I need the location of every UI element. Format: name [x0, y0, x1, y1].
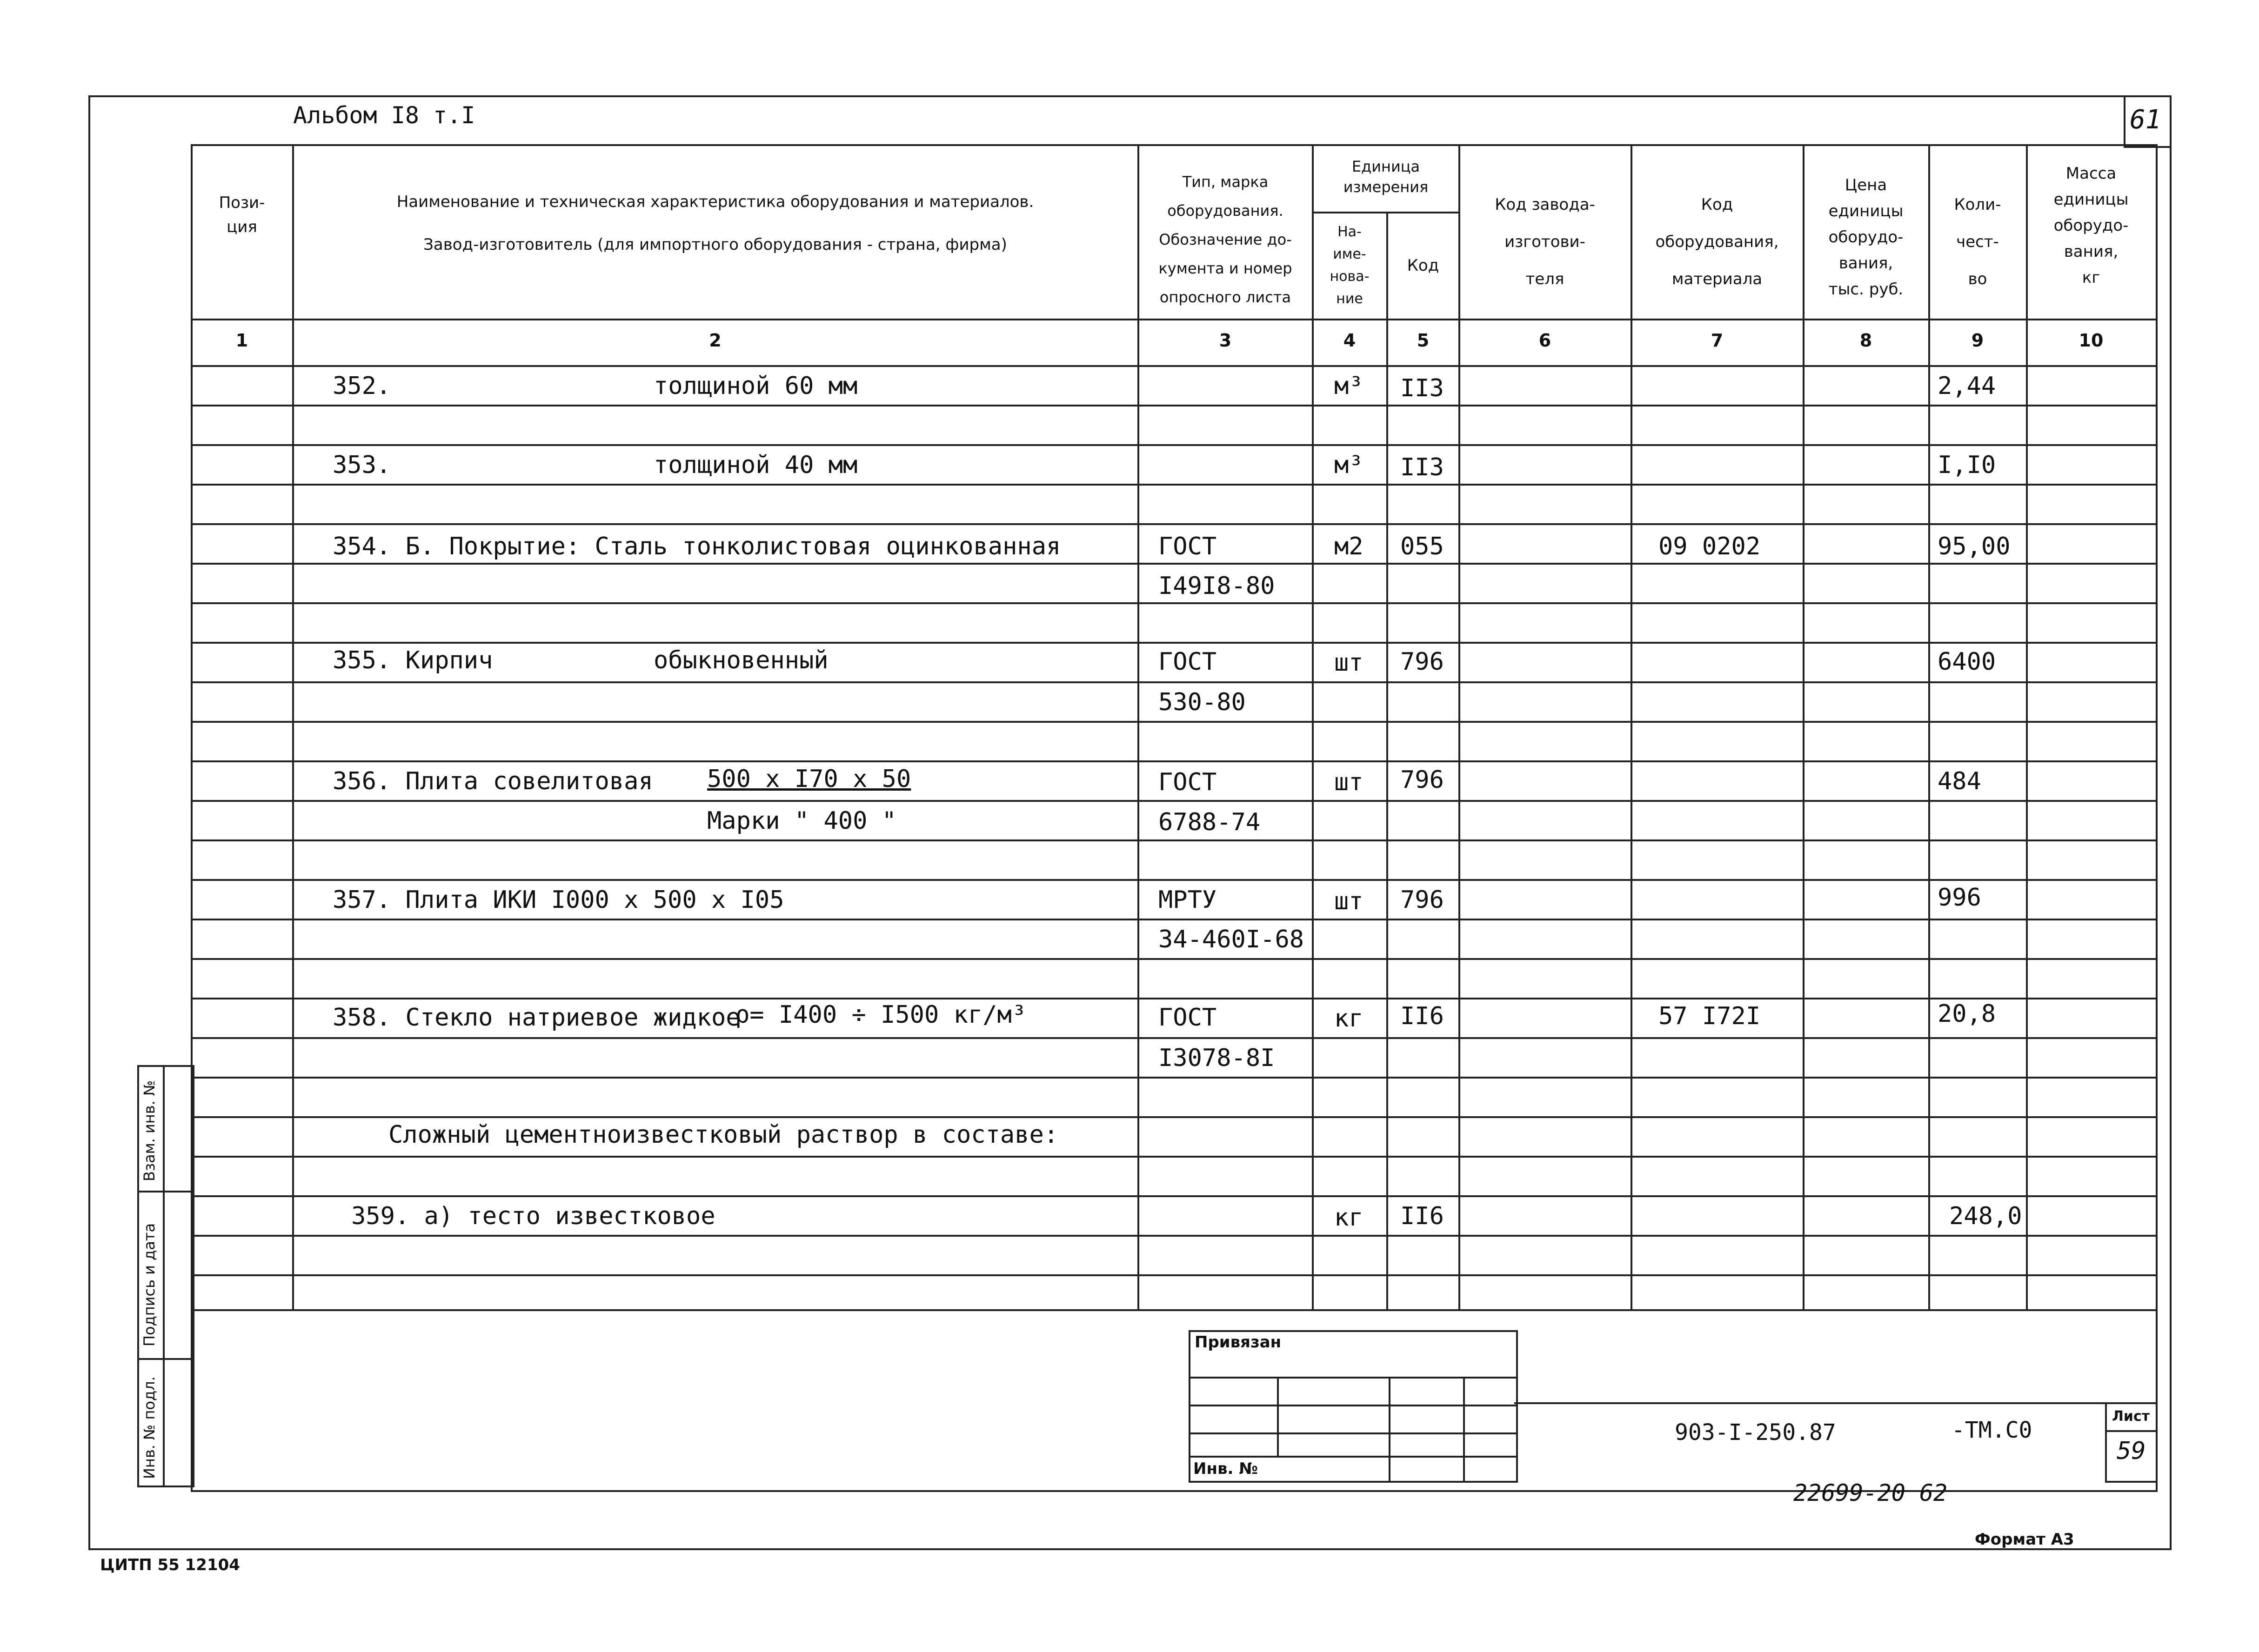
- sheet-label: Лист: [2112, 1408, 2150, 1425]
- row-352-desc: толщиной 60 мм: [654, 372, 858, 400]
- format-label: Формат А3: [1975, 1530, 2074, 1549]
- row-358-type-2: I3078-8I: [1158, 1044, 1275, 1072]
- side-label-podpis: Подпись и дата: [140, 1223, 158, 1346]
- row-358-type-1: ГОСТ: [1158, 1004, 1217, 1032]
- col-number-line: [191, 365, 2156, 367]
- header-unit-code: Код: [1407, 256, 1439, 275]
- row-355-qty: 6400: [1938, 648, 1996, 676]
- row-line: [191, 444, 2156, 446]
- col-num-6: 6: [1538, 330, 1551, 351]
- col-num-5: 5: [1417, 330, 1430, 351]
- side-label-vzam: Взам. инв. №: [140, 1080, 158, 1181]
- row-line: [191, 919, 2156, 920]
- row-358-desc: 358. Стекло натриевое жидкое: [333, 1004, 741, 1032]
- row-357-qty: 996: [1938, 884, 1981, 912]
- header-unit: Единица измерения: [1343, 158, 1429, 196]
- row-353-qty: I,I0: [1938, 451, 1996, 479]
- row-357-unit: шт: [1334, 887, 1363, 915]
- row-356-desc: 356. Плита совелитовая: [333, 767, 653, 795]
- row-line: [191, 523, 2156, 525]
- row-354-qty: 95,00: [1938, 533, 2011, 560]
- row-356-size: 500 х I70 х 50: [707, 765, 911, 793]
- row-356-type-1: ГОСТ: [1158, 768, 1217, 796]
- row-352-unit: м³: [1334, 372, 1363, 400]
- header-mass: Масса единицы оборудо- вания, кг: [2053, 164, 2129, 287]
- col-num-1: 1: [235, 330, 248, 351]
- row-358-code: II6: [1400, 1002, 1444, 1030]
- stamp-col: [1389, 1377, 1390, 1481]
- title-block-line: [1514, 1402, 2154, 1404]
- row-352-pos: 352.: [333, 372, 391, 400]
- header-bottom-line: [191, 319, 2156, 320]
- section-title: Сложный цементноизвестковый раствор в составе:: [388, 1121, 1059, 1149]
- album-label: Альбом I8 т.I: [293, 102, 475, 129]
- col-num-4: 4: [1343, 330, 1356, 351]
- privyazan-label: Привязан: [1195, 1333, 1282, 1352]
- row-line: [191, 484, 2156, 486]
- col-num-9: 9: [1971, 330, 1984, 351]
- stamp-line: [1189, 1432, 1516, 1434]
- row-359-qty: 248,0: [1949, 1202, 2022, 1230]
- doc-suffix: -ТМ.С0: [1952, 1417, 2032, 1443]
- row-line: [191, 1195, 2156, 1197]
- row-line: [191, 760, 2156, 762]
- row-line: [191, 958, 2156, 960]
- unit-header-divider: [1312, 212, 1458, 213]
- stamp-col: [1463, 1377, 1465, 1481]
- sheet-box-line: [2105, 1430, 2156, 1432]
- doc-code: 903-I-250.87: [1675, 1419, 1836, 1446]
- row-line: [191, 681, 2156, 683]
- side-strip-line: [137, 1358, 192, 1360]
- row-353-desc: толщиной 40 мм: [654, 451, 858, 479]
- row-355-type-2: 530-80: [1158, 688, 1246, 716]
- col-num-3: 3: [1219, 330, 1232, 351]
- table-bottom-line: [191, 1309, 2156, 1311]
- row-356-qty: 484: [1938, 767, 1981, 795]
- row-358-unit: кг: [1334, 1005, 1363, 1032]
- row-358-equip-code: 57 I72I: [1658, 1002, 1761, 1030]
- row-354-unit: м2: [1334, 533, 1363, 560]
- col-num-2: 2: [709, 330, 722, 351]
- row-353-unit: м³: [1334, 451, 1363, 479]
- row-353-pos: 353.: [333, 451, 391, 479]
- col-num-8: 8: [1859, 330, 1872, 351]
- header-quantity: Коли- чест- во: [1954, 195, 2001, 288]
- row-356-unit: шт: [1334, 768, 1363, 796]
- row-line: [191, 563, 2156, 565]
- row-355-pos: 355. Кирпич: [333, 646, 493, 674]
- row-357-type-1: МРТУ: [1158, 886, 1217, 914]
- stamp-line: [1189, 1405, 1516, 1406]
- row-354-equip-code: 09 0202: [1658, 533, 1761, 560]
- row-line: [191, 1037, 2156, 1039]
- header-unit-name: На- име- нова- ние: [1330, 224, 1370, 307]
- stamp-col: [1277, 1377, 1279, 1458]
- row-line: [191, 800, 2156, 802]
- row-line: [191, 602, 2156, 604]
- row-357-code: 796: [1400, 886, 1444, 914]
- row-line: [191, 839, 2156, 841]
- row-355-code: 796: [1400, 648, 1444, 676]
- header-position: Пози- ция: [219, 193, 265, 236]
- handwritten-number: 22699-20 62: [1793, 1479, 1948, 1506]
- inv-label: Инв. №: [1193, 1459, 1258, 1478]
- row-357-desc: 357. Плита ИКИ I000 х 500 х I05: [333, 886, 784, 914]
- row-359-unit: кг: [1334, 1204, 1363, 1232]
- row-356-code: 796: [1400, 766, 1444, 794]
- row-line: [191, 1274, 2156, 1276]
- row-line: [191, 721, 2156, 723]
- bottom-code: ЦИТП 55 12104: [100, 1556, 240, 1574]
- row-355-unit: шт: [1334, 649, 1363, 677]
- row-line: [191, 1235, 2156, 1237]
- side-label-inv: Инв. № подл.: [140, 1376, 158, 1479]
- side-strip-divider: [163, 1065, 165, 1486]
- header-equipment-code: Код оборудования, материала: [1655, 195, 1779, 288]
- row-line: [191, 879, 2156, 881]
- header-factory-code: Код завода- изготови- теля: [1495, 195, 1595, 288]
- header-price: Цена единицы оборудо- вания, тыс. руб.: [1828, 176, 1904, 299]
- side-strip-line: [137, 1191, 192, 1192]
- row-359-desc: 359. а) тесто известковое: [351, 1202, 715, 1230]
- stamp-line: [1189, 1377, 1516, 1379]
- sheet-number: 59: [2117, 1437, 2146, 1465]
- row-354-code: 055: [1400, 533, 1444, 560]
- stamp-line: [1189, 1456, 1516, 1458]
- row-354-type-1: ГОСТ: [1158, 533, 1217, 560]
- row-352-qty: 2,44: [1938, 372, 1996, 400]
- row-line: [191, 1116, 2156, 1118]
- row-356-type-2: 6788-74: [1158, 808, 1261, 836]
- row-353-code: II3: [1400, 453, 1444, 481]
- row-line: [191, 1156, 2156, 1158]
- header-name-line2: Завод-изготовитель (для импортного оборудования - страна, фирма): [423, 235, 1007, 254]
- row-line: [191, 405, 2156, 406]
- row-352-code: II3: [1400, 374, 1444, 402]
- col-num-7: 7: [1711, 330, 1724, 351]
- row-354-type-2: I49I8-80: [1158, 572, 1275, 600]
- row-355-desc: обыкновенный: [654, 646, 829, 674]
- row-line: [191, 1077, 2156, 1079]
- corner-page-number: 61: [2130, 105, 2161, 135]
- row-355-type-1: ГОСТ: [1158, 648, 1217, 676]
- row-359-code: II6: [1400, 1202, 1444, 1230]
- header-type: Тип, марка оборудования. Обозначение до- кумента и номер опросного листа: [1158, 173, 1292, 306]
- row-356-grade: Марки " 400 ": [707, 807, 896, 835]
- row-line: [191, 642, 2156, 644]
- col-num-10: 10: [2079, 330, 2104, 351]
- row-line: [191, 998, 2156, 999]
- row-354-desc: 354. Б. Покрытие: Сталь тонколистовая оцинкованная: [333, 533, 1061, 560]
- row-358-density: ρ= I400 ÷ I500 кг/м³: [735, 1001, 1027, 1029]
- row-357-type-2: 34-460I-68: [1158, 926, 1304, 953]
- header-name-line1: Наименование и техническая характеристика оборудования и материалов.: [396, 193, 1034, 211]
- row-358-qty: 20,8: [1938, 1000, 1996, 1028]
